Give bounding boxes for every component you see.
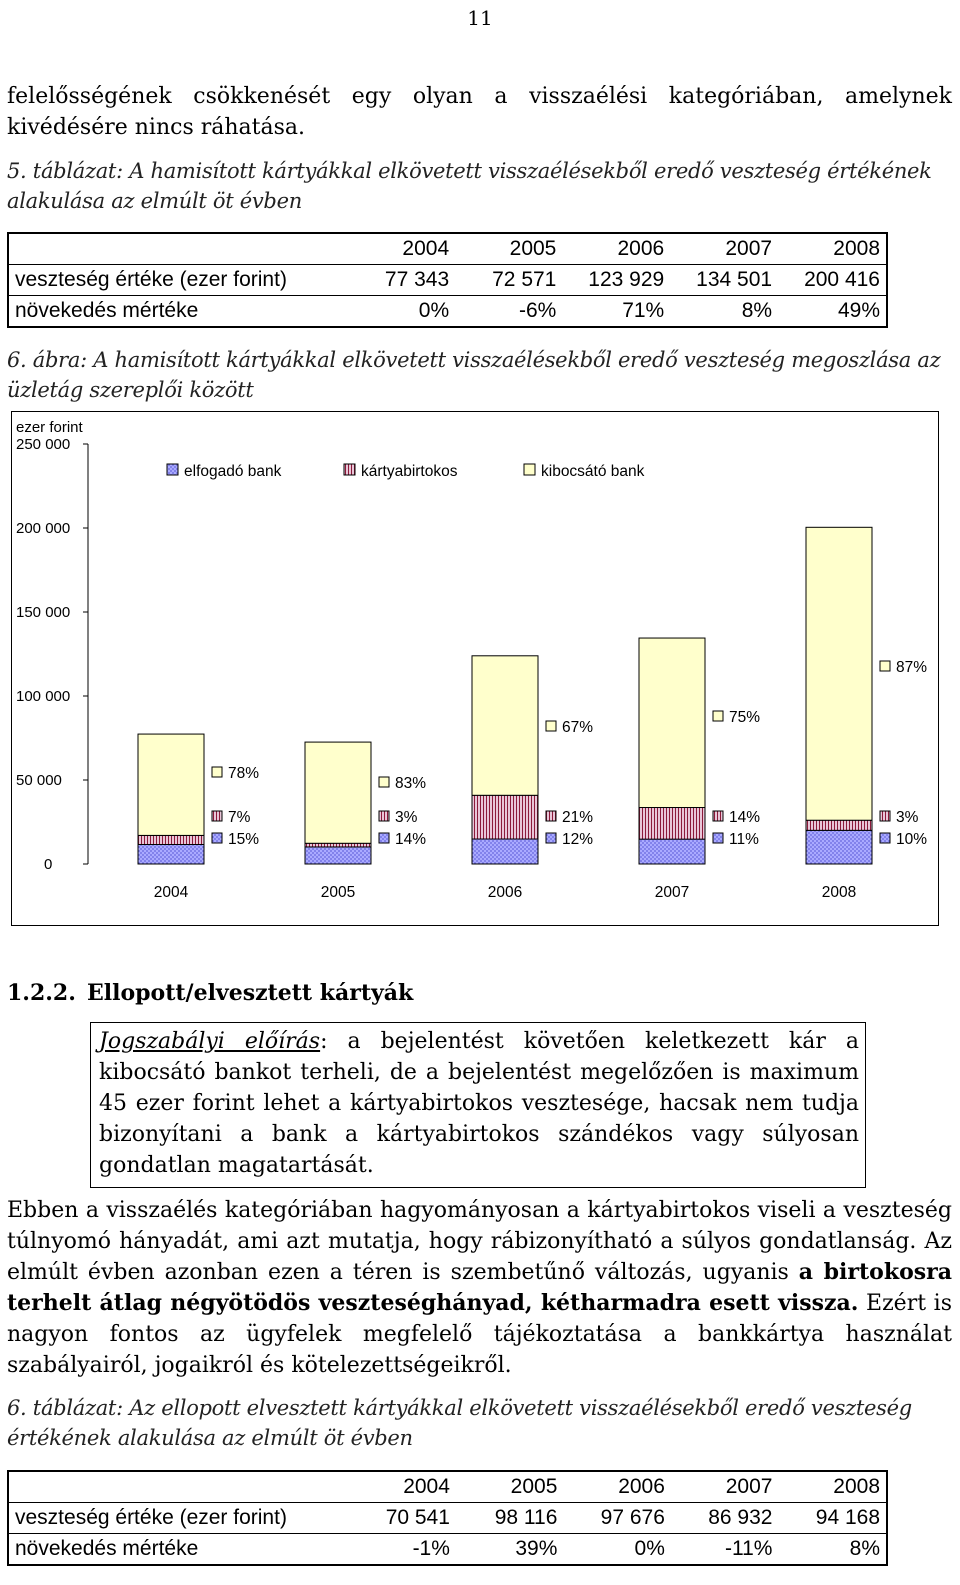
y-tick-label: 250 000 [16,436,71,453]
bar-segment [305,742,371,843]
table-cell: 77 343 [348,265,455,296]
data-label-swatch [212,767,222,777]
table-cell: 0% [634,1537,665,1560]
data-label-swatch [379,811,389,821]
table-cell: 97 676 [563,1503,671,1534]
table-cell: 8% [741,299,773,322]
row-label: növekedés mértéke [15,299,199,322]
data-label: 87% [896,659,928,676]
table-cell: 94 168 [778,1503,887,1534]
bar-segment [472,839,538,864]
body-text: Ebben a visszaélés kategóriában hagyományosan a kártyabirtokos viseli a veszteség túlnyomó hányadát, ami azt mutatja, hogy rábizonyítható a súlyos gondatlanság. Az elmúlt évben azonban ezen a téren is szembetűnő változás, ugyanis [7,1198,952,1285]
table-cell: -6% [519,299,557,322]
data-label-swatch [212,811,222,821]
bar-segment [639,839,705,864]
row-label: veszteség értéke (ezer forint) [8,1503,348,1534]
data-label: 7% [228,809,251,826]
data-label-swatch [880,661,890,671]
bar-segment [806,820,872,830]
y-tick-label: 0 [44,856,53,873]
section-title: Ellopott/elvesztett kártyák [87,980,414,1006]
bar-segment [639,638,705,807]
table-header-row [8,233,887,265]
table-row [8,1534,887,1566]
bar-segment [305,847,371,864]
table-row [8,296,887,328]
x-tick-label: 2006 [487,884,523,901]
y-tick-label: 200 000 [16,520,71,537]
table6 [7,1470,888,1566]
y-tick-label: 150 000 [16,604,71,621]
header-empty-cell [8,233,348,265]
table-cell: 123 929 [562,265,670,296]
data-label-swatch [713,833,723,843]
table-cell: -11% [724,1537,773,1560]
y-tick-label: 50 000 [16,772,62,789]
data-label-swatch [880,811,890,821]
body-bold-text: a birtokosra terhelt átlag négyötödös veszteséghányad, kétharmadra esett vissza. [7,1259,952,1316]
data-label-swatch [713,811,723,821]
row-label: veszteség értéke (ezer forint) [8,265,348,296]
stacked-bar-chart [12,412,938,925]
data-label: 14% [395,831,427,848]
data-label-swatch [880,833,890,843]
data-label: 83% [395,775,427,792]
year-header: 2005 [455,233,562,265]
data-label-swatch [379,777,389,787]
intro-paragraph: felelősségének csökkenését egy olyan a visszaélési kategóriában, amelynek kivédésére nincs ráhatása. [7,84,952,140]
data-label-swatch [379,833,389,843]
data-label-swatch [212,833,222,843]
legend-swatch [167,464,178,475]
x-tick-label: 2007 [654,884,690,901]
year-header: 2008 [778,1471,887,1503]
year-header: 2006 [563,1471,671,1503]
table5 [7,232,888,328]
data-label-swatch [546,833,556,843]
legal-lead: Jogszabályi előírás [99,1029,321,1054]
table-cell: 70 541 [348,1503,456,1534]
year-header: 2007 [670,233,778,265]
data-label: 75% [729,709,761,726]
legend-label: kibocsátó bank [541,463,645,480]
table-row [8,265,887,296]
page-number: 11 [467,6,493,30]
legend-swatch [344,464,355,475]
legend-label: kártyabirtokos [361,463,458,480]
legal-requirement-box [90,1022,866,1188]
table-cell: 72 571 [455,265,562,296]
table-row [8,1503,887,1534]
body-text: Ezért is nagyon fontos az ügyfelek megfelelő tájékoztatása a bankkártya használat szabályairól, jogaikról és kötelezettségeikről. [7,1291,952,1378]
data-label: 12% [562,831,594,848]
bar-segment [472,656,538,795]
table5-caption: 5. táblázat: A hamisított kártyákkal elkövetett visszaélésekből eredő veszteség értékének alakulása az elmúlt öt évben [7,159,932,213]
table-cell: 39% [515,1537,558,1560]
bar-segment [806,830,872,864]
data-label: 21% [562,809,594,826]
legend-label: elfogadó bank [184,463,282,480]
table-cell: 8% [849,1537,880,1560]
section-number: 1.2.2. [7,980,76,1006]
legend-swatch [524,464,535,475]
data-label: 14% [729,809,761,826]
bar-segment [305,843,371,847]
x-tick-label: 2008 [821,884,857,901]
year-header: 2006 [562,233,670,265]
year-header: 2004 [348,233,455,265]
row-label: növekedés mértéke [15,1537,199,1560]
table-cell: 86 932 [671,1503,779,1534]
bar-segment [138,734,204,835]
bar-segment [138,845,204,864]
body-paragraph [7,1195,952,1381]
data-label-swatch [546,811,556,821]
table-cell: -1% [412,1537,450,1560]
bar-segment [138,835,204,844]
bar-segment [639,808,705,840]
year-header: 2008 [778,233,887,265]
table-cell: 71% [622,299,665,322]
bar-segment [472,795,538,839]
data-label: 67% [562,719,594,736]
bar-segment [806,527,872,820]
data-label: 15% [228,831,260,848]
year-header: 2005 [456,1471,563,1503]
year-header: 2004 [348,1471,456,1503]
table-cell: 0% [418,299,450,322]
data-label: 3% [896,809,919,826]
data-label: 78% [228,765,260,782]
table-cell: 200 416 [778,265,887,296]
data-label-swatch [713,711,723,721]
x-tick-label: 2005 [320,884,356,901]
table-cell: 49% [837,299,880,322]
data-label-swatch [546,721,556,731]
x-tick-label: 2004 [153,884,189,901]
table6-caption: 6. táblázat: Az ellopott elvesztett kártyákkal elkövetett visszaélésekből eredő veszteség értékének alakulása az elmúlt öt évben [7,1396,912,1450]
figure6-caption: 6. ábra: A hamisított kártyákkal elkövetett visszaélésekből eredő veszteség megoszlása az üzletág szereplői között [7,348,941,402]
y-axis-label: ezer forint [16,419,83,436]
legal-text: : a bejelentést követően keletkezett kár a kibocsátó bankot terheli, de a bejelentést megelőzően is maximum 45 ezer forint lehet a kártyabirtokos vesztesége, hacsak nem tudja bizonyítani a bank a kártyabirtokos szándékos vagy súlyosan gondatlan magatartását. [99,1029,859,1178]
section-heading [7,980,413,1006]
data-label: 3% [395,809,418,826]
figure6-chart [11,411,939,926]
data-label: 11% [729,831,759,848]
year-header: 2007 [671,1471,779,1503]
table-cell: 134 501 [670,265,778,296]
header-empty-cell [8,1471,348,1503]
data-label: 10% [896,831,928,848]
table-header-row [8,1471,887,1503]
table-cell: 98 116 [456,1503,563,1534]
y-tick-label: 100 000 [16,688,71,705]
